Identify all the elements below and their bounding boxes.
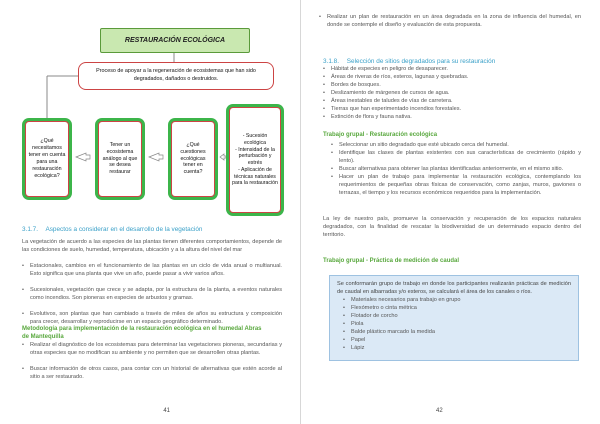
section-title: Aspectos a considerar en el desarrollo de la vegetación [45, 226, 203, 233]
list-item: • Tierras que han experimentado incendios forestales. [323, 106, 581, 114]
restoration-diagram [22, 20, 284, 220]
list-item: • Deslizamiento de márgenes de cursos de agua. [323, 90, 581, 98]
factor-item: - Sucesión ecológica [242, 133, 268, 146]
node-text: Tener un ecosistema análogo al que se desea restaurar [98, 121, 142, 197]
list-item: • Materiales necesarios para trabajo en grupo [343, 297, 571, 305]
section-number: 3.1.7. [22, 226, 38, 233]
list-item: • Extinción de flora y fauna nativa. [323, 114, 581, 122]
measurement-box [329, 275, 579, 361]
right-page [300, 0, 600, 424]
work-title: Trabajo grupal - Restauración ecológica [323, 132, 438, 138]
page-number: 42 [436, 408, 443, 414]
list-item: • Hacer un plan de trabajo para implementar la restauración ecológica, contemplando los requerimientos de pequeñas obras físicas de conservación, como zanjas, muros, gaviones o terrazas, el tiempo y los recursos económicos requeridos para la implementación. [331, 174, 581, 198]
methodology-title: Metodología para implementación de la restauración ecológica en el humedal Abras de Mantequilla [22, 326, 262, 341]
list-item: • Balde plástico marcado la medida [343, 329, 571, 337]
vegetation-intro: La vegetación de acuerdo a las especies de las plantas tienen diferentes comportamientos, depende de las condiciones de suelo, humedad, temperatura, ubicación y a la altura del nivel del mar [22, 239, 282, 253]
section-heading-318 [323, 58, 495, 65]
list-item: • Estacionales, cambios en el funcionamiento de las plantas en un ciclo de vida anual o multianual. Esto significa que una planta que vive un año, puede pasar a vivir varios años. [22, 263, 282, 279]
list-item: • Seleccionar un sitio degradado que esté ubicado cerca del humedal. [331, 142, 581, 150]
diagram-title: RESTAURACIÓN ECOLÓGICA [100, 28, 250, 53]
list-item: • Lápiz [343, 345, 571, 353]
list-item: • Flotador de corcho [343, 313, 571, 321]
node-text: ¿Qué cuestiones ecológicas tener en cuenta? [171, 121, 215, 197]
list-item: • Identifique las clases de plantas existentes con sus características de crecimiento (rápido y lento). [331, 150, 581, 166]
factor-item: - Aplicación de técnicas naturales para la restauración [232, 166, 278, 187]
page-number: 41 [163, 408, 170, 414]
list-item: • Evolutivos, son plantas que han cambiado a través de miles de años su estructura y composición para crecer, desarrollar y reproducirse en un espacio geográfico determinado. [22, 311, 282, 327]
list-item: • Buscar alternativas para obtener las plantas identificadas anteriormente, en el mismo sitio. [331, 166, 581, 174]
list-item: • Realizar el diagnóstico de los ecosistemas para determinar las vegetaciones pioneras, secundarias y otras especies que no modifican su ambiente y no permiten que se desarrollen otras plantas. [22, 342, 282, 358]
materials-list [337, 297, 571, 353]
practice-title: Trabajo grupal - Práctica de medición de caudal [323, 258, 460, 264]
list-item: • Sucesionales, vegetación que crece y se adapta, por la estructura de la planta, a eventos naturales como incendios. Son pioneras en especies de arbustos y gramas. [22, 287, 282, 303]
work-bullets [331, 142, 581, 198]
methodology-bullets [22, 342, 282, 382]
factor-item: - Intensidad de la perturbación y estrés [235, 146, 275, 166]
list-item: • Realizar un plan de restauración en un área degradada en la zona de influencia del humedal, en donde se contemple el diseño y evaluación de esta propuesta. [319, 14, 581, 30]
diagram-node-question [22, 118, 72, 200]
diagram-node-factors [226, 104, 284, 216]
list-item: • Flexómetro o cinta métrica [343, 305, 571, 313]
diagram-node-ecological-questions [168, 118, 218, 200]
diagram-description: Proceso de apoyar a la regeneración de ecosistemas que han sido degradados, dañados o destruidos. [78, 62, 274, 90]
law-text: La ley de nuestro país, promueve la conservación y recuperación de los espacios naturales degradados, con la finalidad de rescatar la biodiversidad de un determinado espacio dentro del territorio. [323, 216, 581, 238]
node-list [229, 107, 281, 213]
list-item: • Bordes de bosques. [323, 82, 581, 90]
top-bullet [319, 14, 581, 30]
vegetation-bullets [22, 263, 282, 327]
node-text: ¿Qué necesitamos tener en cuenta para una restauración ecológica? [25, 121, 69, 197]
list-item: • Buscar información de otros casos, para contar con un historial de alternativas que estén acorde al sitio a ser restaurado. [22, 366, 282, 382]
section-number: 3.1.8. [323, 58, 339, 65]
list-item: • Áreas inestables de taludes de vías de carretera. [323, 98, 581, 106]
section-title: Selección de sitios degradados para su restauración [346, 58, 496, 65]
diagram-node-ecosystem [95, 118, 145, 200]
list-item: • Papel [343, 337, 571, 345]
list-item: • Piola [343, 321, 571, 329]
list-item: • Hábitat de especies en peligro de desaparecer. [323, 66, 581, 74]
section-heading-317 [22, 226, 202, 233]
list-item: • Áreas de riveras de ríos, esteros, lagunas y quebradas. [323, 74, 581, 82]
box-intro: Se conformarán grupo de trabajo en donde los participantes realizarán prácticas de medición de caudal en albarradas y/o esteros, se calculará el área de los canales o ríos. [337, 281, 571, 295]
site-bullets [323, 66, 581, 122]
